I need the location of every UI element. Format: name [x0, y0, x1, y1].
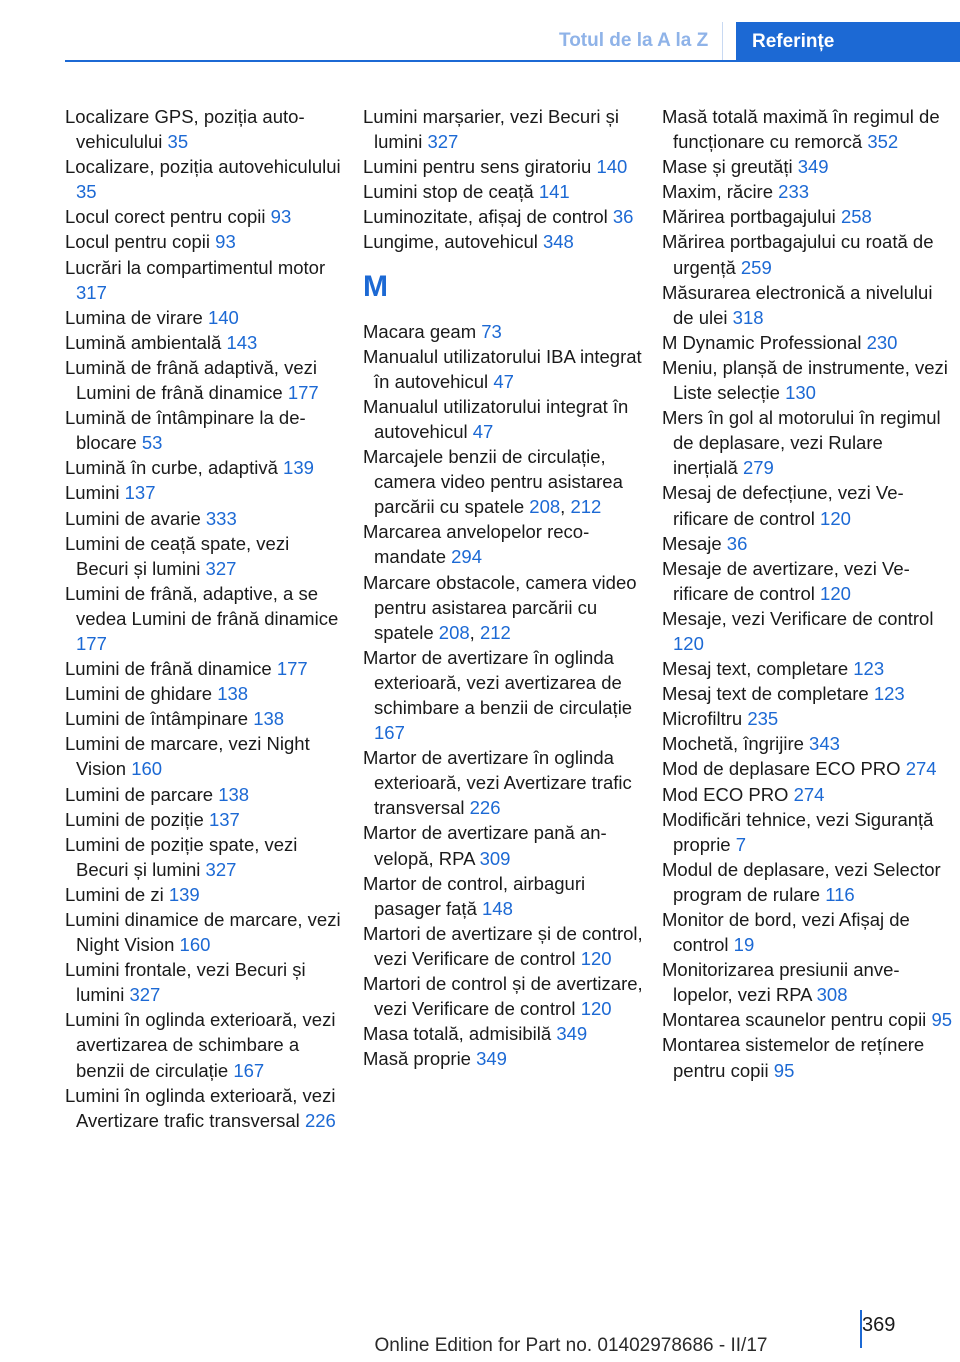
index-entry-text: Masă proprie: [363, 1048, 477, 1070]
index-entry-text: Mesaj text, completare: [662, 658, 854, 680]
index-entry: [662, 1007, 952, 1032]
index-entry: [65, 1083, 345, 1133]
index-entry-text: Lumină în curbe, adaptivă: [65, 457, 284, 479]
page-reference-link[interactable]: 120: [580, 947, 612, 969]
index-entry-text: Luminozitate, afișaj de control: [363, 206, 613, 228]
index-entry-text: Macara geam: [363, 320, 482, 342]
page-reference-link[interactable]: 35: [167, 131, 189, 153]
page-reference-link[interactable]: 349: [556, 1023, 588, 1045]
index-entry: [363, 204, 643, 229]
index-entry: [65, 355, 345, 405]
page-reference-link[interactable]: 138: [253, 708, 285, 730]
index-entry-text: Lumini de poziție: [65, 808, 209, 830]
index-entry-text: Locul pentru copii: [65, 231, 216, 253]
index-entry-text: Lumini de poziție spate, vezi Becuri și lumini: [65, 833, 298, 880]
index-entry: [65, 731, 345, 781]
page-reference-link[interactable]: 73: [481, 320, 502, 342]
index-entry-text: Lumină de frână adaptivă, vezi Lumini de frână dinamice: [65, 356, 317, 404]
index-entry-text: Montarea sistemelor de rețínere pentru copii: [662, 1034, 925, 1081]
index-entry-text: Lumini de marcare, vezi Night Vision: [65, 733, 310, 780]
index-entry-text: Lumini frontale, vezi Becuri și lumini: [65, 959, 306, 1006]
index-entry-text: Lumini: [65, 482, 125, 504]
page-reference-link[interactable]: 148: [482, 897, 513, 919]
index-entry-text: Lumini pentru sens giratoriu: [363, 156, 597, 178]
index-entry: [363, 104, 643, 154]
page-reference-link[interactable]: 137: [208, 808, 240, 830]
page-reference-link[interactable]: 167: [233, 1059, 265, 1081]
index-entry: [363, 179, 643, 204]
index-entry-text: Manualul utilizatorului integrat în autovehicul: [363, 395, 629, 442]
page-reference-link[interactable]: 327: [427, 131, 459, 153]
index-entry-text: Lumini de întâmpinare: [65, 708, 254, 730]
page-reference-link[interactable]: 226: [304, 1109, 336, 1131]
index-entry-text: Locul corect pentru copii: [65, 206, 271, 228]
index-entry: [662, 907, 952, 957]
page-reference-link[interactable]: 116: [825, 883, 855, 905]
index-group-l: [363, 104, 643, 255]
index-entry-text: Mărirea portbagajului: [662, 206, 841, 228]
index-entry: [363, 1021, 643, 1046]
page-reference-link[interactable]: 139: [168, 883, 200, 905]
index-entry-text: Mers în gol al motorului în regimul de deplasare, vezi Rulare inerțială: [662, 407, 941, 479]
index-entry-text: Mase și greutăți: [662, 156, 798, 178]
index-entry: [65, 907, 345, 957]
page-reference-link[interactable]: 212: [570, 496, 602, 518]
index-entry: [65, 204, 345, 229]
page-reference-link[interactable]: 19: [733, 934, 755, 956]
index-entry-text: Marcare obstacole, camera video pentru asistarea parcării cu spatele: [363, 571, 637, 643]
page-reference-link[interactable]: 279: [742, 457, 774, 479]
index-entry-text: Lumini marșarier, vezi Becuri și lumini: [363, 106, 619, 153]
index-entry: Marcajele benzii de circulație, camera video pentru asistarea parcării cu spatele 208, 212: [363, 446, 623, 518]
page-reference-link[interactable]: 7: [735, 833, 747, 855]
index-column-2: [363, 104, 643, 1071]
index-entry: [65, 807, 345, 832]
index-entry-text: Lucrări la compartimentul motor: [65, 256, 326, 278]
page-reference-link[interactable]: 130: [785, 382, 816, 404]
index-entry-text: Lumini de avarie: [65, 507, 206, 529]
index-entry-text: Monitorizarea presiunii anvelopelor, vezi RPA: [662, 959, 900, 1006]
index-entry-text: Maxim, răcire: [662, 181, 779, 203]
index-entry: [65, 229, 345, 254]
index-entry-text: Lumini în oglinda exterioară, vezi Avertizare trafic transversal: [65, 1084, 336, 1131]
page-reference-link[interactable]: 208: [529, 496, 561, 518]
index-entry: [363, 229, 643, 254]
index-entry: [65, 506, 345, 531]
index-entry: [662, 656, 952, 681]
index-entry-text: Lumină ambientală: [65, 331, 227, 353]
index-entry-text: Mod de deplasare ECO PRO: [662, 758, 906, 780]
index-entry: [65, 255, 345, 305]
index-entry: [662, 606, 952, 656]
index-entry: [65, 330, 345, 355]
index-entry-text: Martor de avertizare pană anvelopă, RPA: [363, 822, 607, 869]
index-entry: [662, 857, 952, 907]
index-entry: [662, 355, 952, 405]
page-reference-link[interactable]: 327: [129, 984, 161, 1006]
index-entry: [65, 1007, 345, 1082]
index-entry: [363, 871, 643, 921]
index-entry-text: Mesaje de avertizare, vezi Verificare de control: [662, 557, 910, 604]
index-entry-text: Marcarea anvelopelor recomandate: [363, 521, 590, 568]
index-entry-text: Lumina de virare: [65, 306, 208, 328]
page-reference-link[interactable]: 177: [287, 382, 319, 404]
index-group-m: [363, 319, 643, 1072]
index-entry-text: Masa totală, admisibilă: [363, 1023, 557, 1045]
index-entry: [363, 154, 643, 179]
index-entry: [363, 820, 643, 870]
page-reference-link[interactable]: 141: [538, 181, 570, 203]
page-reference-link[interactable]: 120: [673, 632, 704, 654]
index-entry: [65, 656, 345, 681]
edition-text: Online Edition for Part no. 01402978686 - II/17: [374, 1335, 768, 1356]
index-entry-text: Lumini de ghidare: [65, 683, 218, 705]
index-entry-text: Lumini în oglinda exterioară, vezi avertizarea de schimbare a benzii de circulație: [65, 1009, 336, 1081]
page-reference-link[interactable]: 233: [778, 181, 810, 203]
index-entry: [662, 531, 952, 556]
index-entry: [65, 581, 345, 656]
index-column-3: [662, 104, 952, 1083]
page-reference-link[interactable]: 177: [76, 632, 107, 654]
index-entry: [65, 681, 345, 706]
index-entry: [662, 807, 952, 857]
index-entry-text: Martor de avertizare în oglinda exterioară, vezi Avertizare trafic transversal: [363, 747, 632, 819]
index-entry: [662, 104, 952, 154]
page-reference-link[interactable]: 35: [76, 181, 97, 203]
index-entry: [65, 782, 345, 807]
index-entry: [65, 154, 345, 204]
index-entry-text: Modificări tehnice, vezi Siguranță proprie: [662, 808, 934, 855]
index-entry: [65, 832, 345, 882]
page-reference-link[interactable]: 47: [493, 370, 514, 392]
page-reference-link[interactable]: 47: [472, 420, 494, 442]
page-reference-link[interactable]: 230: [866, 331, 898, 353]
index-entry-text: Lumini de frână, adaptive, a se vedea Lumini de frână dinamice: [65, 582, 339, 629]
index-entry: [363, 745, 643, 820]
index-entry: [662, 330, 952, 355]
page-reference-link[interactable]: 318: [732, 306, 764, 328]
page-reference-link[interactable]: 349: [476, 1048, 507, 1070]
page-reference-link[interactable]: 137: [124, 482, 156, 504]
index-entry: [662, 154, 952, 179]
page-reference-link[interactable]: 36: [726, 532, 748, 554]
index-entry: [662, 556, 952, 606]
page-reference-link[interactable]: 327: [205, 858, 237, 880]
index-entry: [662, 405, 952, 480]
page-reference-link[interactable]: 160: [131, 758, 163, 780]
page-reference-link[interactable]: 167: [374, 722, 405, 744]
index-entry-text: Masă totală maximă în regimul de funcționare cu remorcă: [662, 106, 940, 153]
index-entry-text: Lumini de ceață spate, vezi Becuri și lumini: [65, 532, 290, 579]
index-entry: [363, 319, 643, 344]
page-reference-link[interactable]: 352: [867, 131, 899, 153]
index-entry-text: Lumină de întâmpinare la deblocare: [65, 407, 306, 454]
index-entry-text: Localizare, poziția autovehiculului: [65, 156, 341, 178]
page-reference-link[interactable]: 140: [207, 306, 239, 328]
page-reference-link[interactable]: 274: [905, 758, 937, 780]
edition-footer: [0, 1335, 960, 1357]
page-reference-link[interactable]: 95: [773, 1059, 795, 1081]
section-letter: M: [363, 269, 388, 303]
index-entry: [662, 229, 952, 279]
index-entry-text: Lumini dinamice de marcare, vezi Night Vision: [65, 909, 341, 956]
page-reference-link[interactable]: 308: [816, 984, 848, 1006]
index-entry: [363, 1046, 643, 1071]
index-entry: [65, 405, 345, 455]
page-reference-link[interactable]: 93: [270, 206, 292, 228]
index-entry-text: Montarea scaunelor pentru copii: [662, 1009, 932, 1031]
index-entry-text: Mod ECO PRO: [662, 783, 794, 805]
page-reference-link[interactable]: 349: [797, 156, 829, 178]
page-reference-link[interactable]: 294: [451, 546, 483, 568]
index-entry: Marcare obstacole, camera video pentru asistarea parcării cu spatele 208, 212: [363, 571, 637, 643]
index-entry-text: Manualul utilizatorului IBA integrat în autovehicul: [363, 345, 642, 392]
index-entry-text: Marcajele benzii de circulație, camera video pentru asistarea parcării cu spatele: [363, 446, 623, 518]
index-entry: [363, 344, 643, 394]
page-reference-link[interactable]: 123: [873, 683, 905, 705]
page-reference-link[interactable]: 120: [820, 507, 851, 529]
index-entry-text: Mesaj de defecțiune, vezi Verificare de control: [662, 482, 904, 529]
index-entry: [662, 756, 952, 781]
index-entry: [363, 971, 643, 1021]
index-entry-text: Mărirea portbagajului cu roată de urgență: [662, 231, 934, 278]
index-entry: [65, 957, 345, 1007]
index-entry: [662, 1032, 952, 1082]
page-reference-link[interactable]: 53: [141, 432, 163, 454]
index-entry-text: Lungime, autovehicul: [363, 231, 543, 253]
index-entry: [65, 305, 345, 330]
page-reference-link[interactable]: 333: [205, 507, 237, 529]
index-entry-text: Localizare GPS, poziția autovehiculului: [65, 106, 305, 153]
index-entry: [662, 957, 952, 1007]
index-entry-text: Mesaje, vezi Verificare de control: [662, 607, 934, 629]
index-entry-text: Modul de deplasare, vezi Selector program de rulare: [662, 858, 941, 905]
index-entry-text: Monitor de bord, vezi Afișaj de control: [662, 909, 910, 956]
index-entry: [65, 104, 345, 154]
index-entry: [65, 531, 345, 581]
page-reference-link[interactable]: 327: [205, 557, 237, 579]
index-entry-text: M Dynamic Professional: [662, 331, 867, 353]
index-entry-text: Măsurarea electronică a nivelului de ulei: [662, 281, 933, 328]
page-reference-link[interactable]: 140: [596, 156, 628, 178]
index-entry-text: Lumini stop de ceață: [363, 181, 539, 203]
page-reference-link[interactable]: 274: [793, 783, 825, 805]
page-reference-link[interactable]: 317: [76, 281, 107, 303]
page-reference-link[interactable]: 120: [820, 582, 851, 604]
index-entry-text: Microfiltru: [662, 708, 748, 730]
page-reference-link[interactable]: 309: [479, 847, 511, 869]
index-entry: [65, 480, 345, 505]
index-entry: [662, 782, 952, 807]
page-reference-link[interactable]: 226: [469, 797, 501, 819]
index-entry-text: Mochetă, îngrijire: [662, 733, 810, 755]
page-reference-link[interactable]: 160: [179, 934, 211, 956]
page-reference-link[interactable]: 36: [612, 206, 634, 228]
index-entry-text: Martor de avertizare în oglinda exterioară, vezi avertizarea de schimbare a benzii de circulație: [363, 646, 633, 718]
index-entry: [662, 204, 952, 229]
tab-section[interactable]: Totul de la A la Z: [545, 22, 723, 60]
page-reference-link[interactable]: 258: [840, 206, 872, 228]
page-reference-link[interactable]: 93: [215, 231, 236, 253]
page-reference-link[interactable]: 259: [740, 256, 772, 278]
page-reference-link[interactable]: 143: [226, 331, 258, 353]
page-reference-link[interactable]: 212: [479, 621, 511, 643]
index-entry: [363, 519, 643, 569]
index-entry-text: Mesaj text de completare: [662, 683, 874, 705]
page-reference-link[interactable]: 348: [542, 231, 574, 253]
index-entry: [363, 394, 643, 444]
page-number: 369: [862, 1314, 896, 1336]
index-entry-text: Mesaje: [662, 532, 727, 554]
page-reference-link[interactable]: 235: [747, 708, 779, 730]
index-entry: [662, 731, 952, 756]
index-entry: [662, 706, 952, 731]
index-entry: [662, 280, 952, 330]
page-reference-link[interactable]: 177: [276, 658, 308, 680]
index-entry: [662, 480, 952, 530]
page-reference-link[interactable]: 343: [809, 733, 840, 755]
index-entry-text: Lumini de frână dinamice: [65, 658, 277, 680]
index-entry: [65, 882, 345, 907]
index-column-1: [65, 104, 345, 1133]
index-entry-text: Lumini de parcare: [65, 783, 219, 805]
index-entry: [662, 179, 952, 204]
page-reference-link[interactable]: 139: [283, 457, 314, 479]
page-reference-link[interactable]: 138: [218, 783, 250, 805]
index-entry-text: Meniu, planșă de instrumente, vezi Liste selecție: [662, 356, 948, 404]
index-entry-text: Martor de control, airbaguri pasager față: [363, 872, 586, 919]
page-reference-link[interactable]: 208: [438, 621, 470, 643]
index-entry: [363, 921, 643, 971]
tab-references[interactable]: Referințe: [736, 22, 960, 62]
page-reference-link[interactable]: 95: [931, 1009, 953, 1031]
index-entry-text: Lumini de zi: [65, 883, 169, 905]
index-entry: [65, 455, 345, 480]
index-entry: [65, 706, 345, 731]
index-entry-text: Martori de control și de avertizare, vezi Verificare de control: [363, 973, 643, 1020]
index-entry-text: Martori de avertizare și de control, vezi Verificare de control: [363, 922, 643, 969]
index-entry: [662, 681, 952, 706]
page-reference-link[interactable]: 123: [853, 658, 885, 680]
page-reference-link[interactable]: 138: [217, 683, 249, 705]
index-entry: [363, 645, 643, 745]
page-reference-link[interactable]: 120: [580, 998, 612, 1020]
